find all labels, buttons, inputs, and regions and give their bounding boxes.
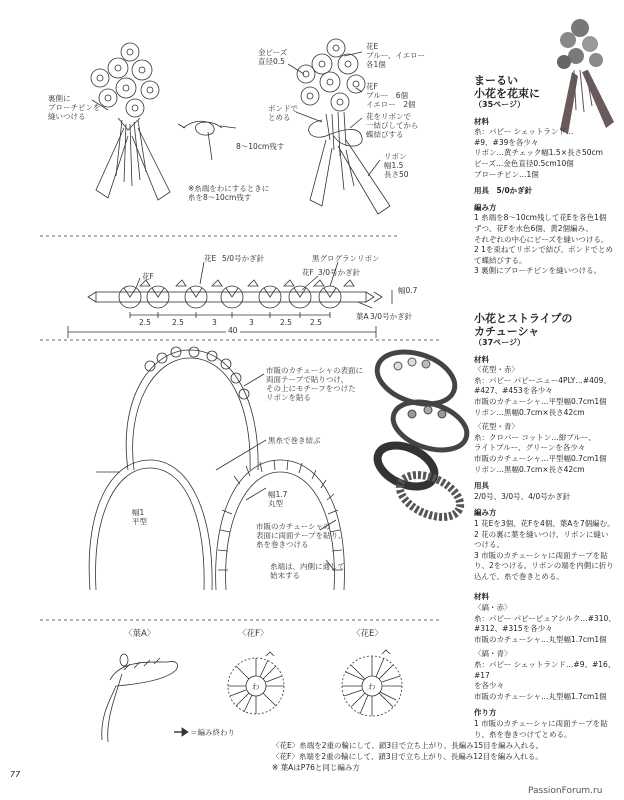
footer-line-1: 〈花E〉糸端を2重の輪にして、鎖3目で立ち上がり、長編み15目を編み入れる。 (272, 741, 544, 750)
red-flower-head: 〈花型・赤〉 (474, 365, 519, 375)
strip-flowers (119, 280, 354, 308)
headband-step-2: 2 花の裏に葉を縫いつけ、リボンに縫い (474, 529, 609, 539)
headband-flat-flowers (126, 347, 258, 470)
leafA-diagram (102, 654, 178, 742)
leafA-title: 〈葉A〉 (124, 629, 156, 639)
headband-step-6: 込んで、糸で巻きとめる。 (474, 571, 564, 581)
headband-flat (89, 460, 212, 590)
strip-flowerE-hook: 5/0号かぎ針 (222, 254, 265, 263)
strip-flowerF-left-label: 花F (142, 272, 154, 281)
bouquet-how-head: 編み方 (474, 202, 497, 212)
brooch-pin-note: 裏側に ブローチピンを 縫いつける (48, 94, 101, 121)
instructions-bouquet (474, 74, 620, 277)
tail-length-label: 8〜10cm残す (236, 142, 285, 151)
headband-tape-note: 市販のカチューシャの表面に 両面テープで貼りつけ、 その上にモチーフをつけた リボンを貼る (266, 366, 363, 402)
ribbon-width-label: 幅0.7 (398, 286, 418, 295)
flowerE-title: 〈花E〉 (352, 629, 383, 639)
round-wrap-note: 市販のカチューシャの 表面に両面テープを貼り、 糸を巻きつける (256, 522, 346, 549)
stripe-how-head: 作り方 (474, 708, 497, 718)
bouquet-drawing-left (91, 43, 170, 200)
bouquet-step-2: ずつ、花Fを水色6個、黄2個編み、 (474, 223, 594, 233)
page-number: 77 (10, 770, 21, 779)
headband-step-3: つける。 (474, 540, 504, 550)
headband-title-2: カチューシャ (474, 325, 540, 338)
headband-step-4: 3 市販のカチューシャに両面テープを貼 (474, 550, 608, 560)
flowerF-label: 花F ブルー 6個 イエロー 2個 (366, 82, 416, 109)
yarn-end-finish-note: 糸端は、内側に通して 始末する (270, 562, 345, 580)
headband-materials-head: 材料 (474, 354, 489, 364)
bond-label: ボンドで とめる (268, 104, 298, 122)
bouquet-material-5: ブローチピン…1個 (474, 169, 539, 179)
dim-6: 2.5 (310, 318, 322, 327)
beads-label: 金ビーズ 直径0.5 (258, 48, 288, 66)
bouquet-material-4: ビーズ…金色直径0.5cm10個 (474, 158, 574, 168)
bouquet-step-4: 2 1を束ねてリボンで結び、ボンドでとめ (474, 245, 613, 255)
bouquet-title-1: まーるい (474, 74, 518, 87)
stripe-materials-head: 材料 (474, 592, 489, 602)
ribbon-tie-label: 花をリボンで 一結びしてから 蝶結びする (366, 112, 419, 139)
stripe-step-1: 1 市販のカチューシャに両面テープを貼 (474, 719, 608, 728)
black-ribbon-label: 黒グログランリボン (312, 254, 380, 263)
flat-type-label: 幅1 平型 (132, 508, 147, 526)
headband-title-1: 小花とストライプの (474, 312, 573, 325)
headband-step-1: 1 花Eを3個、花Fを4個、葉Aを7個編む。 (474, 518, 615, 528)
red-flower-line-4: リボン…黒幅0.7cm×長さ42cm (474, 407, 585, 417)
leafA-label: 葉A (356, 312, 369, 321)
yarn-end-note: ※糸端をわにするときに 糸を8〜10cm残す (188, 184, 270, 202)
dim-1: 2.5 (139, 318, 151, 327)
bouquet-step-6: 3 裏側にブローチピンを縫いつける。 (474, 266, 602, 276)
dim-4: 3 (249, 318, 254, 327)
wrap-tie-note: 黒糸で巻き結ぶ (268, 436, 321, 445)
dim-3: 3 (212, 318, 217, 327)
bouquet-material-2: #9、#39を各少々 (474, 137, 539, 147)
blue-flower-line-3: 市販のカチューシャ…平型幅0.7cm1個 (474, 453, 607, 463)
flowerE-ring: わ (368, 682, 376, 691)
red-flower-line-2: #427、#453を各少々 (474, 386, 553, 396)
flowerF-title: 〈花F〉 (238, 629, 269, 639)
bouquet-step-1: 1 糸端を8〜10cm残して花Eを各色1個 (474, 213, 607, 223)
strip-flowerE-label: 花E (204, 254, 217, 263)
bouquet-step-3: それぞれの中心にビーズを縫いつける。 (474, 234, 609, 244)
footer-line-3: ※ 葉AはP76と同じ編み方 (272, 763, 360, 772)
instructions-headband (474, 312, 620, 740)
bouquet-page-ref: （35ページ） (474, 100, 525, 109)
flowerE-label: 花E ブルー、イエロー 各1個 (366, 42, 426, 69)
bouquet-material-1: 糸：パピー シェットランド… (474, 127, 574, 137)
dim-5: 2.5 (280, 318, 292, 327)
strip-flowerF-label: 花F (302, 268, 314, 277)
flowerF-ring: わ (252, 682, 260, 691)
knot-drawing (178, 121, 236, 160)
red-stripe-line-2: #312、#315を各少々 (474, 624, 553, 634)
bouquet-tools: 用具 5/0かぎ針 (474, 186, 533, 196)
headband-page-ref: （37ページ） (474, 338, 525, 347)
strip-flowerF-hook: 3/0号かぎ針 (318, 268, 361, 277)
blue-flower-line-1: 糸：クロバー コットン…紺ブルー、 (474, 432, 596, 442)
headband-tools: 2/0号、3/0号、4/0号かぎ針 (474, 491, 571, 501)
headband-how-head: 編み方 (474, 508, 497, 518)
stripe-step-2: り、糸を巻きつけてとめる。 (474, 729, 572, 739)
leafA-hook: 3/0号かぎ針 (370, 312, 413, 321)
total-length: 40 (228, 326, 238, 335)
blue-stripe-line-2: を各少々 (474, 681, 504, 691)
end-stitch-legend: ＝編み終わり (190, 728, 235, 737)
blue-stripe-line-3: 市販のカチューシャ…丸型幅1.7cm1個 (474, 691, 607, 701)
ribbon-label: リボン 幅1.5 長さ50 (384, 152, 409, 179)
red-stripe-line-1: 糸：パピー パピーピュアシルク…#310、 (474, 613, 616, 623)
headband-step-5: り、2をつける。リボンの端を内側に折り (474, 561, 614, 571)
blue-flower-head: 〈花型・青〉 (474, 422, 519, 432)
red-flower-line-1: 糸：パピー パピーニュー4PLY…#409、 (474, 375, 611, 385)
blue-stripe-head: 〈縞・青〉 (474, 649, 512, 659)
blue-flower-line-4: リボン…黒幅0.7cm×長さ42cm (474, 464, 585, 474)
red-stripe-line-3: 市販のカチューシャ…丸型幅1.7cm1個 (474, 634, 607, 644)
red-flower-line-3: 市販のカチューシャ…平型幅0.7cm1個 (474, 396, 607, 406)
headband-tools-head: 用具 (474, 481, 489, 491)
bouquet-step-5: て蝶結びする。 (474, 255, 527, 265)
bouquet-title-2: 小花を花束に (474, 87, 540, 100)
round-type-label: 幅1.7 丸型 (268, 490, 288, 508)
blue-flower-line-2: ライトブルー、グリーンを各少々 (474, 443, 586, 453)
footer-line-2: 〈花F〉糸端を2重の輪にして、鎖3目で立ち上がり、長編み12目を編み入れる。 (272, 752, 543, 761)
bouquet-material-3: リボン…黄チェック幅1.5×長さ50cm (474, 148, 603, 158)
blue-stripe-line-1: 糸：パピー シェットランド…#9、#16、#17 (474, 660, 616, 680)
dim-2: 2.5 (172, 318, 184, 327)
watermark: PassionForum.ru (528, 786, 603, 796)
headband-photos (371, 343, 473, 526)
bouquet-materials-head: 材料 (474, 116, 489, 126)
red-stripe-head: 〈縞・赤〉 (474, 603, 512, 613)
